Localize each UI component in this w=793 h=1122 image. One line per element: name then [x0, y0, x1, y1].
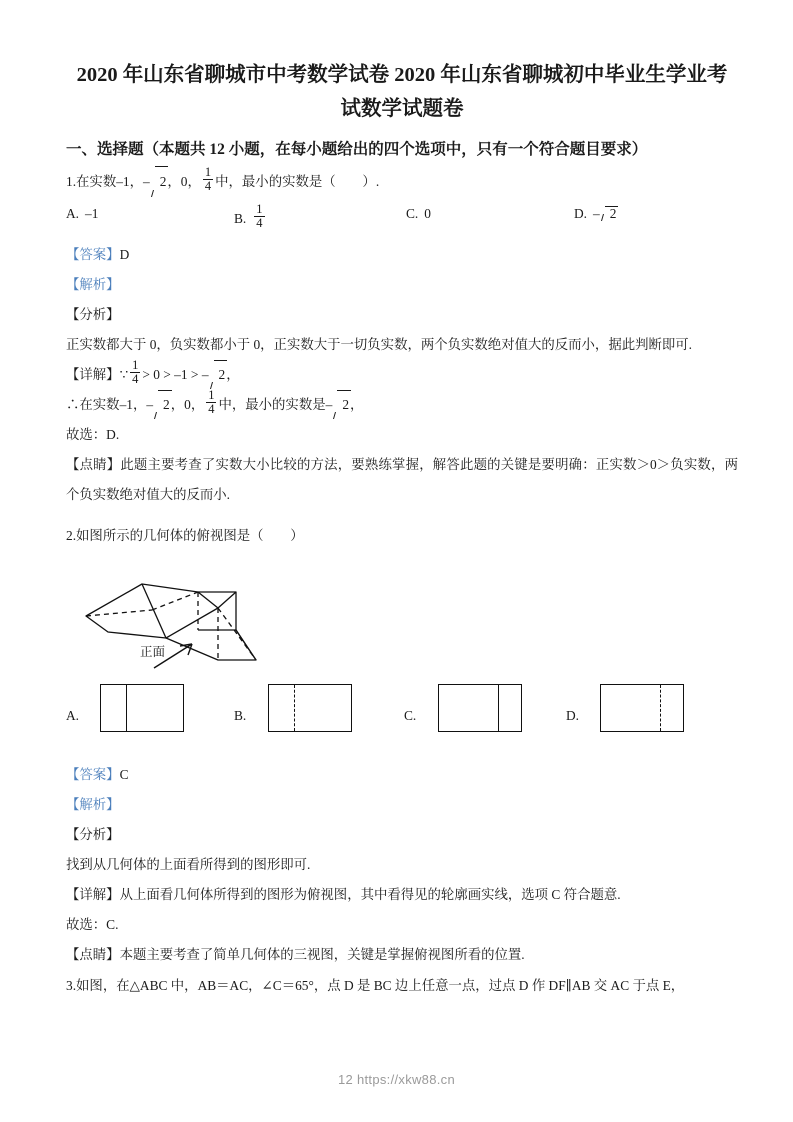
q1-detail-rest: > 0 > –1 > [142, 367, 202, 382]
question-2-stem: 2.如图所示的几何体的俯视图是（ ） [66, 528, 304, 543]
highlight-label: 【点睛】 [66, 947, 120, 962]
q2-choice-a-rect [100, 684, 184, 732]
document-content [66, 58, 738, 1002]
question-1-highlight-text: 此题主要考查了实数大小比较的方法，要熟练掌握，解答此题的关键是要明确：正实数＞0＞负实数，两个负实数绝对值大的反而小. [66, 457, 738, 502]
q1-detail-tail: ， [226, 367, 240, 382]
question-2-detail-line [66, 880, 738, 910]
q2-choice-b-letter: B. [234, 708, 247, 723]
q1-d2-v3: 0 [184, 397, 191, 412]
q1-d2-s1: ， [132, 397, 147, 412]
q1-detail2-tail: 中，最小的实数是 [218, 397, 326, 412]
choice-d-value: – 2 [593, 206, 617, 221]
q2-choice-d-letter: D. [566, 708, 580, 723]
q1-val-2: – 2 [143, 174, 167, 189]
answer-label: 【答案】 [66, 247, 120, 262]
page-footer: 12 https://xkw88.cn [338, 1072, 455, 1087]
q1-stem-tail: 中，最小的实数是（ ）. [215, 174, 380, 189]
detail-label: 【详解】 [66, 887, 120, 902]
choice-b-letter: B. [234, 211, 247, 227]
q1-detail2-prefix: ∴在实数 [66, 397, 120, 412]
q2-choice-b-divider [294, 685, 295, 731]
q1-d2-v1: –1 [119, 397, 133, 412]
question-2-highlight [66, 940, 738, 970]
question-2-analysis-label-line [66, 820, 738, 850]
q1-detail-frac: $\frac{1}{4}$ [132, 358, 139, 387]
choice-b-value: $\frac{1}{4}$ [256, 202, 263, 231]
choice-c-letter: C. [406, 206, 419, 221]
question-1-highlight [66, 450, 738, 510]
q2-choice-c-letter: C. [404, 708, 417, 723]
question-1-explanation-line [66, 270, 738, 300]
question-1-stem [66, 166, 738, 198]
analysis-label: 【分析】 [66, 307, 120, 322]
question-2-analysis-text: 找到从几何体的上面看所得到的图形即可. [66, 857, 311, 872]
q2-choice-c-divider [498, 685, 499, 731]
answer-label: 【答案】 [66, 767, 120, 782]
q2-choice-d-rect [600, 684, 684, 732]
wedge-solid-svg [80, 564, 310, 672]
question-2-choices [66, 682, 738, 754]
choice-c-value: 0 [424, 206, 431, 221]
q1-val-4: $\frac{1}{4}$ [204, 165, 212, 194]
q1-sep-2: ， [167, 174, 181, 189]
question-1-detail-line-1 [66, 360, 738, 390]
choice-d-letter: D. [574, 206, 588, 221]
section-heading: 一、选择题（本题共 12 小题，在每小题给出的四个选项中，只有一个符合题目要求） [66, 141, 648, 158]
q1-sep-3: ， [187, 174, 201, 189]
explanation-label: 【解析】 [66, 277, 120, 292]
q1-detail-symbol: ∵ [119, 367, 129, 382]
q2-choice-c-rect [438, 684, 522, 732]
question-2-figure [80, 564, 310, 672]
q1-detail-sqrt: – 2 [202, 367, 226, 382]
q2-choice-a-divider [126, 685, 127, 731]
question-1-choice-a[interactable] [66, 206, 98, 222]
question-1-choice-d[interactable] [574, 206, 617, 222]
question-1-analysis-text: 正实数都大于 0，负实数都小于 0，正实数大于一切负实数，两个负实数绝对值大的反而小，据此判断即可. [66, 337, 693, 352]
q1-detail2-end: ， [350, 397, 364, 412]
q2-choice-a-letter: A. [66, 708, 80, 723]
highlight-label: 【点睛】 [66, 457, 121, 472]
q1-sep-1: ， [129, 174, 143, 189]
question-2-conclusion: 故选：C. [66, 917, 119, 932]
question-1-stem-prefix: 1.在实数 [66, 174, 117, 189]
question-2-answer-line [66, 760, 738, 790]
question-1-conclusion: 故选：D. [66, 427, 120, 442]
spacer [66, 510, 738, 520]
question-2-answer-value: C [119, 767, 129, 782]
choice-a-letter: A. [66, 206, 80, 221]
q2-choice-b-rect [268, 684, 352, 732]
q1-d2-ans: – 2 [326, 397, 350, 412]
question-3-stem: 3.如图，在△ABC 中，AB＝AC，∠C＝65°，点 D 是 BC 边上任意一点，过点 D 作 DF∥AB 交 AC 于点 E， [66, 978, 685, 993]
q1-d2-v2: – 2 [146, 397, 170, 412]
q1-d2-s3: ， [190, 397, 205, 412]
q1-d2-v4: $\frac{1}{4}$ [208, 388, 215, 417]
figure-caption-front: 正面 [140, 645, 166, 659]
question-1-choice-b[interactable] [234, 202, 267, 233]
question-1-analysis-label-line [66, 300, 738, 330]
question-1-choices [66, 198, 738, 240]
question-1-answer-line [66, 240, 738, 270]
detail-label: 【详解】 [66, 367, 120, 382]
question-2-explanation-line [66, 790, 738, 820]
analysis-label: 【分析】 [66, 827, 120, 842]
question-2-highlight-text: 本题主要考查了简单几何体的三视图，关键是掌握俯视图所看的位置. [119, 947, 525, 962]
q2-choice-d-divider [660, 685, 661, 731]
explanation-label: 【解析】 [66, 797, 120, 812]
choice-a-value: –1 [85, 206, 99, 221]
page-title: 2020 年山东省聊城市中考数学试卷 2020 年山东省聊城初中毕业生学业考试数学试题卷 [76, 64, 728, 120]
q1-d2-s2: ， [170, 397, 185, 412]
question-1-choice-c[interactable] [406, 206, 431, 222]
q1-val-3: 0 [180, 174, 188, 189]
question-1-answer-value: D [119, 247, 130, 262]
question-2-detail-text: 从上面看几何体所得到的图形为俯视图，其中看得见的轮廓画实线，选项 C 符合题意. [119, 887, 621, 902]
q1-val-1: –1 [116, 174, 130, 189]
question-1-detail-line-2 [66, 390, 738, 420]
